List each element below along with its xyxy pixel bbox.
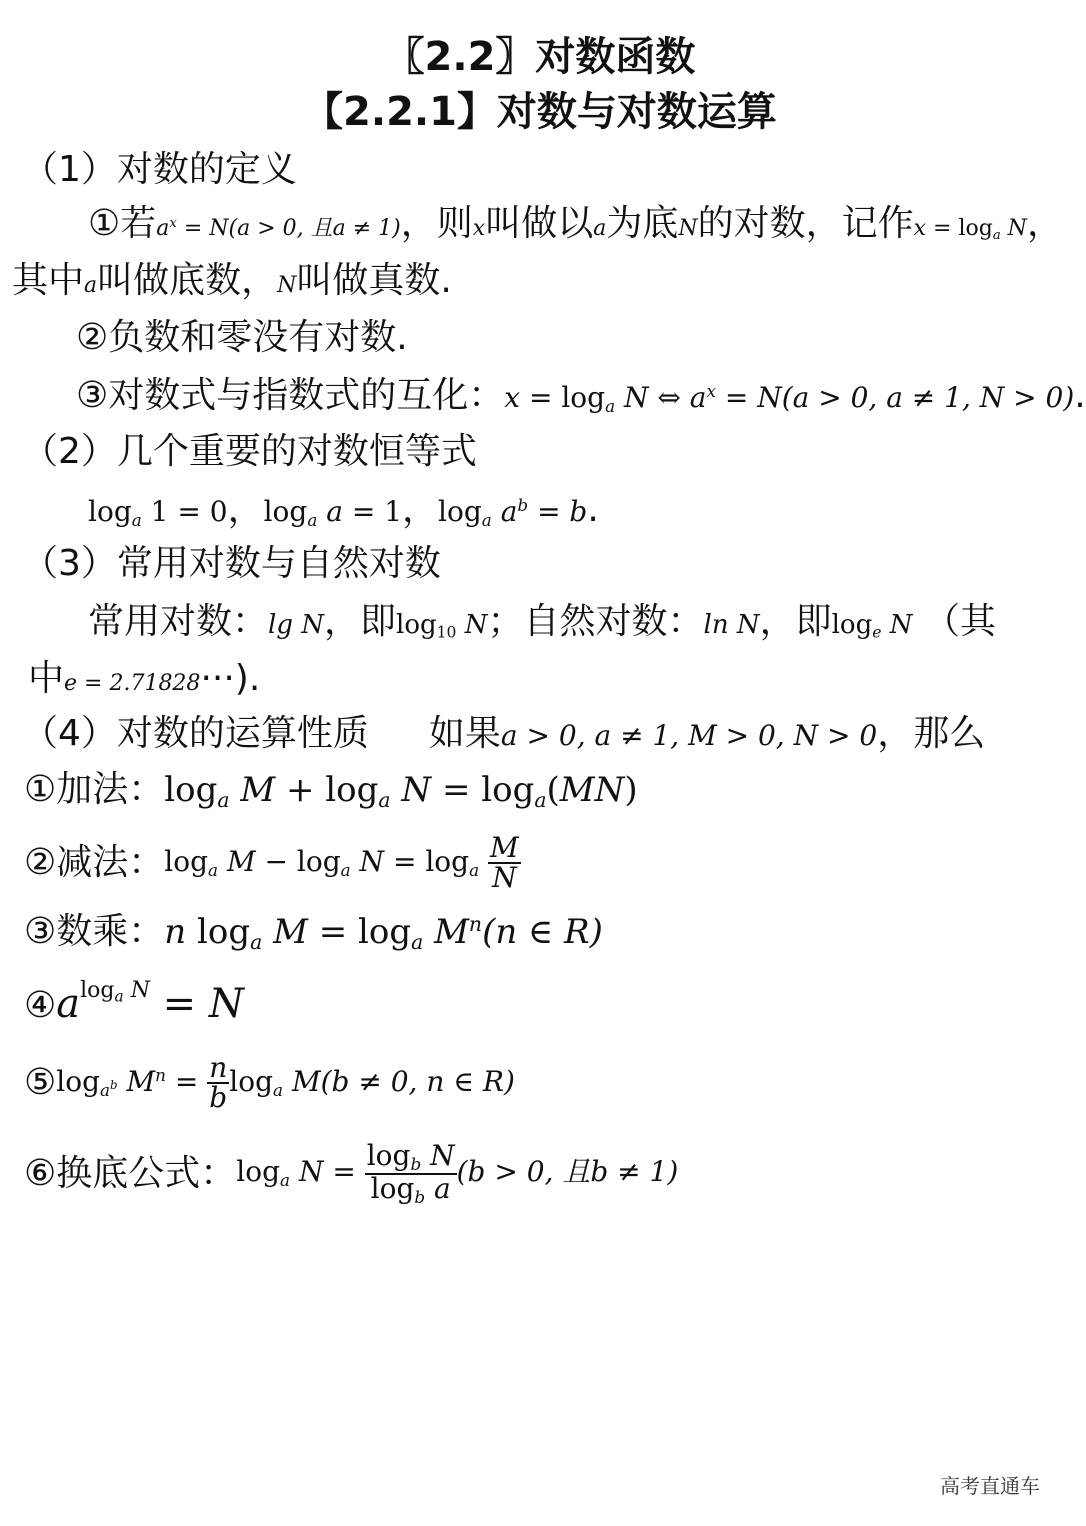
formula-log10: $\log_{10} N$: [396, 610, 488, 642]
formula-power: $a^x = N$: [156, 216, 229, 241]
text-natural-log: ；自然对数：: [487, 601, 704, 642]
formula-5-cond: (b ≠ 0, n ∈ R): [320, 1064, 515, 1098]
comma: ，: [1026, 203, 1063, 244]
sep-2: ，: [402, 489, 439, 530]
text-common-log: 常用对数：: [88, 601, 269, 642]
sep-1: ，: [227, 489, 264, 530]
period: .: [587, 489, 599, 530]
formula-log-def: $x = \log_a N$: [913, 216, 1027, 243]
text-middle: 中: [28, 658, 65, 699]
rule-4: [24, 978, 244, 1027]
formula-e-value: e = 2.71828: [64, 671, 201, 696]
text-antilog-called: 叫做真数.: [296, 260, 452, 301]
common-log-line: [88, 601, 996, 642]
item1-label: ①若: [88, 203, 157, 244]
rule-scalar-label: ③数乘：: [24, 911, 165, 953]
item3-line: [76, 375, 1086, 417]
text-then: ，则: [400, 203, 473, 244]
formula-conversion-cond: (a > 0, a ≠ 1, N > 0): [781, 381, 1075, 414]
watermark: 高考直通车: [940, 1474, 1040, 1498]
rule-subtraction-label: ②减法：: [24, 842, 165, 883]
formula-lg: lg N: [268, 610, 324, 640]
rule-subtraction: [24, 831, 521, 894]
identity-loga: $\log_a a = 1$: [263, 495, 403, 531]
formula-power-base: $\log_{a^b} M^n$ = $\frac{n}{b}$ $\log_a M(b \ne 0$, n ∈ R): [56, 1051, 515, 1114]
formula-a-pow-log: $a^{log_a N} = N$: [56, 978, 244, 1027]
text-among: 其中: [12, 260, 85, 301]
text-called: 叫做以: [485, 203, 594, 244]
formula-scalar-cond: (n ∈ R): [482, 912, 603, 953]
formula-subtraction: $\log_a M - \log_a N = \log_a$ $\frac{M}{N}$: [164, 831, 519, 894]
rule-addition: [24, 769, 638, 813]
heading-text: （4）对数的运算性质: [22, 713, 369, 754]
heading-operation-properties: [22, 713, 986, 754]
formula-scalar: n $\log_a M = \log_a M^n$: [164, 912, 483, 955]
text-then: ，那么: [877, 713, 986, 754]
text-where: （其: [923, 601, 996, 642]
formula-loge: $\log_e N$: [831, 610, 913, 642]
text-base: 为底: [606, 203, 679, 244]
identity-log1: $\log_a 1 = 0$: [88, 495, 228, 531]
definition-line-2: 其中a叫做底数，N叫做真数.: [12, 260, 452, 301]
text-ie-1: ，即: [324, 601, 397, 642]
heading-identities: （2）几个重要的对数恒等式: [22, 431, 477, 472]
formula-change-of-base: $\log_a N$ = $\frac{\log_b N}{\log_b a}$ (b > 0, 且b ≠ 1): [236, 1139, 679, 1207]
text-if: 如果: [428, 713, 501, 754]
formula-addition: $\log_a M + \log_a N = \log_a(MN)$: [164, 770, 638, 813]
section-title: 〖2.2〗对数函数: [384, 34, 696, 80]
formula-conversion: $x = \log_a N$ ⇔ $a^x = N$: [504, 380, 782, 417]
e-value-line: [28, 658, 261, 699]
heading-common-natural: （3）常用对数与自然对数: [22, 543, 441, 584]
fraction-m-over-n: $\frac{M}{N}$: [490, 831, 519, 894]
formula-ln: ln N: [703, 610, 760, 640]
text-log-of: 的对数，记作: [697, 203, 914, 244]
text-ie-2: ，即: [759, 601, 832, 642]
subsection-title: 【2.2.1】对数与对数运算: [303, 89, 777, 135]
fraction-n-over-b: $\frac{n}{b}$: [209, 1051, 228, 1114]
rule-4-label: ④: [24, 984, 57, 1026]
identities-line: [88, 489, 599, 531]
item3-label: ③对数式与指数式的互化：: [76, 375, 505, 416]
formula-6-cond: (b > 0, 且b ≠ 1): [456, 1155, 679, 1189]
fraction-change-of-base: $\frac{\log_b N}{\log_b a}$: [366, 1139, 455, 1207]
formula-condition: (a > 0, 且a ≠ 1): [228, 216, 401, 241]
rule-change-of-base: [24, 1139, 679, 1207]
period: .: [1074, 375, 1086, 416]
rule-5: [24, 1051, 515, 1114]
text-ellipsis: ···).: [200, 658, 261, 699]
identity-logab: $\log_a a^b = b$: [438, 494, 588, 531]
rule-5-label: ⑤: [24, 1062, 57, 1103]
rule-scalar: [24, 911, 603, 955]
text-base-called: 叫做底数，: [97, 260, 278, 301]
rule-change-of-base-label: ⑥换底公式：: [24, 1152, 237, 1194]
heading-definition: （1）对数的定义: [22, 149, 297, 190]
item2-text: ②负数和零没有对数.: [76, 317, 408, 358]
rule-addition-label: ①加法：: [24, 769, 165, 810]
formula-conditions: a > 0, a ≠ 1, M > 0, N > 0: [500, 719, 878, 752]
definition-line-1: ①若$a^x = N(a > 0$, 且a ≠ 1)，则x叫做以a为底N的对数，记作$x = \log_a N$，: [88, 203, 1063, 244]
